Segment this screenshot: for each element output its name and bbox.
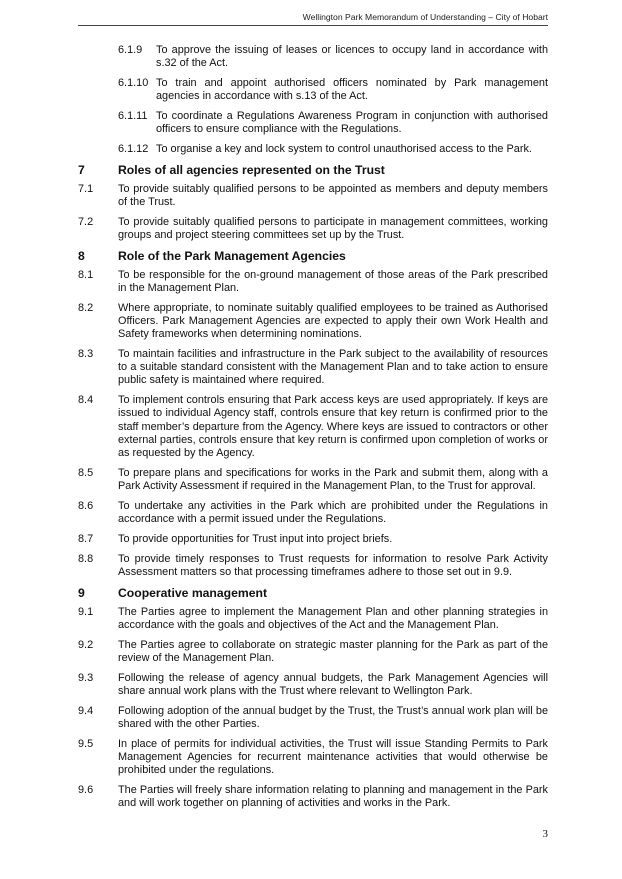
clause-number: 8.3 bbox=[78, 348, 94, 360]
clause-text: To coordinate a Regulations Awareness Program in conjunction with authorised officers to ensure compliance with the Regulations. bbox=[156, 110, 548, 136]
clause-item bbox=[78, 467, 548, 493]
section-heading bbox=[78, 586, 548, 601]
clause-number: 6.1.12 bbox=[118, 143, 149, 155]
clause-item bbox=[78, 44, 548, 70]
clause-text: To organise a key and lock system to control unauthorised access to the Park. bbox=[156, 143, 532, 155]
clause-text: Following the release of agency annual budgets, the Park Management Agencies will share annual work plans with the Trust where relevant to Wellington Park. bbox=[118, 671, 548, 697]
clause-number: 6.1.11 bbox=[118, 110, 148, 122]
document-body bbox=[78, 44, 548, 817]
clause-item bbox=[78, 705, 548, 731]
section-number: 8 bbox=[78, 248, 85, 263]
clause-item bbox=[78, 553, 548, 579]
clause-number: 7.1 bbox=[78, 182, 94, 195]
clause-number: 9.4 bbox=[78, 704, 94, 717]
section-title: Cooperative management bbox=[118, 585, 267, 600]
clause-number: 8.4 bbox=[78, 394, 94, 407]
clause-item bbox=[78, 216, 548, 242]
clause-number: 9.1 bbox=[78, 605, 94, 618]
clause-number: 8.8 bbox=[78, 552, 94, 565]
clause-text: To provide opportunities for Trust input into project briefs. bbox=[118, 532, 393, 545]
clause-number: 8.7 bbox=[78, 532, 94, 545]
clause-number: 9.2 bbox=[78, 638, 94, 651]
header-rule bbox=[78, 25, 548, 26]
clause-text: Where appropriate, to nominate suitably qualified employees to be trained as Authorised Officers. Park Management Agencies are expected to apply their own Work Health and Safety frameworks when determining nominations. bbox=[118, 301, 548, 341]
section-title: Role of the Park Management Agencies bbox=[118, 248, 346, 263]
clause-item bbox=[78, 394, 548, 460]
clause-text: The Parties agree to implement the Management Plan and other planning strategies in accordance with the goals and objectives of the Act and the Management Plan. bbox=[118, 605, 548, 631]
clause-item bbox=[78, 533, 548, 546]
clause-item bbox=[78, 639, 548, 665]
clause-text: To prepare plans and specifications for works in the Park and submit them, along with a Park Activity Assessment if required in the Management Plan, to the Trust for approval. bbox=[118, 466, 548, 493]
clause-number: 6.1.9 bbox=[118, 44, 143, 56]
clause-number: 8.2 bbox=[78, 301, 94, 314]
page-number: 3 bbox=[542, 828, 548, 840]
clause-number: 9.5 bbox=[78, 737, 94, 750]
clause-text: To approve the issuing of leases or licences to occupy land in accordance with s.32 of the Act. bbox=[156, 44, 548, 70]
clause-item bbox=[78, 672, 548, 698]
clause-item bbox=[78, 348, 548, 388]
clause-text: The Parties will freely share information relating to planning and management in the Park and will work together on planning of activities and works in the Park. bbox=[118, 783, 548, 810]
clause-item bbox=[78, 110, 548, 136]
section-heading bbox=[78, 163, 548, 178]
section-title: Roles of all agencies represented on the Trust bbox=[118, 162, 385, 177]
clause-number: 6.1.10 bbox=[118, 77, 149, 89]
clause-number: 8.5 bbox=[78, 466, 94, 479]
clause-text: To provide suitably qualified persons to be appointed as members and deputy members of the Trust. bbox=[118, 182, 548, 208]
clause-text: To implement controls ensuring that Park access keys are used appropriately. If keys are issued to individual Agency staff, controls ensure that key return is confirmed prior to the staff member’s departure from the Agency. Where keys are issued to contractors or other external parties, controls ensure that key return is confirmed upon completion of works or as requested by the Agency. bbox=[118, 394, 548, 460]
clause-number: 9.6 bbox=[78, 783, 94, 796]
clause-text: To provide suitably qualified persons to participate in management committees, working groups and project steering committees set up by the Trust. bbox=[118, 215, 548, 241]
clause-text: To be responsible for the on-ground management of those areas of the Park prescribed in the Management Plan. bbox=[118, 268, 548, 294]
clause-item bbox=[78, 269, 548, 295]
clause-item bbox=[78, 606, 548, 632]
clause-number: 9.3 bbox=[78, 671, 94, 684]
clause-number: 8.6 bbox=[78, 499, 94, 512]
clause-item bbox=[78, 183, 548, 209]
clause-text: Following adoption of the annual budget by the Trust, the Trust’s annual work plan will be shared with the other Parties. bbox=[118, 704, 548, 730]
section-heading bbox=[78, 249, 548, 264]
clause-item bbox=[78, 784, 548, 810]
clause-item bbox=[78, 143, 548, 156]
clause-number: 7.2 bbox=[78, 215, 94, 228]
clause-item bbox=[78, 500, 548, 526]
clause-text: To provide timely responses to Trust requests for information to resolve Park Activity Assessment matters so that processing timeframes adhere to those set out in 9.9. bbox=[118, 552, 548, 578]
section-number: 9 bbox=[78, 585, 85, 600]
clause-item bbox=[78, 738, 548, 778]
clause-text: In place of permits for individual activities, the Trust will issue Standing Permits to Park Management Agencies for recurrent maintenance activities that would otherwise be prohibited under the regulations. bbox=[118, 737, 548, 777]
clause-item bbox=[78, 77, 548, 103]
clause-text: To maintain facilities and infrastructure in the Park subject to the availability of resources to a suitable standard consistent with the Management Plan and to take action to ensure public safety is maintained where required. bbox=[118, 348, 548, 387]
clause-text: The Parties agree to collaborate on strategic master planning for the Park as part of the review of the Management Plan. bbox=[118, 638, 548, 664]
clause-text: To undertake any activities in the Park which are prohibited under the Regulations in accordance with a permit issued under the Regulations. bbox=[118, 499, 548, 526]
clause-text: To train and appoint authorised officers nominated by Park management agencies in accordance with s.13 of the Act. bbox=[156, 77, 548, 103]
section-number: 7 bbox=[78, 162, 85, 177]
clause-number: 8.1 bbox=[78, 268, 94, 281]
clause-item bbox=[78, 302, 548, 342]
running-header: Wellington Park Memorandum of Understanding – City of Hobart bbox=[302, 12, 548, 22]
